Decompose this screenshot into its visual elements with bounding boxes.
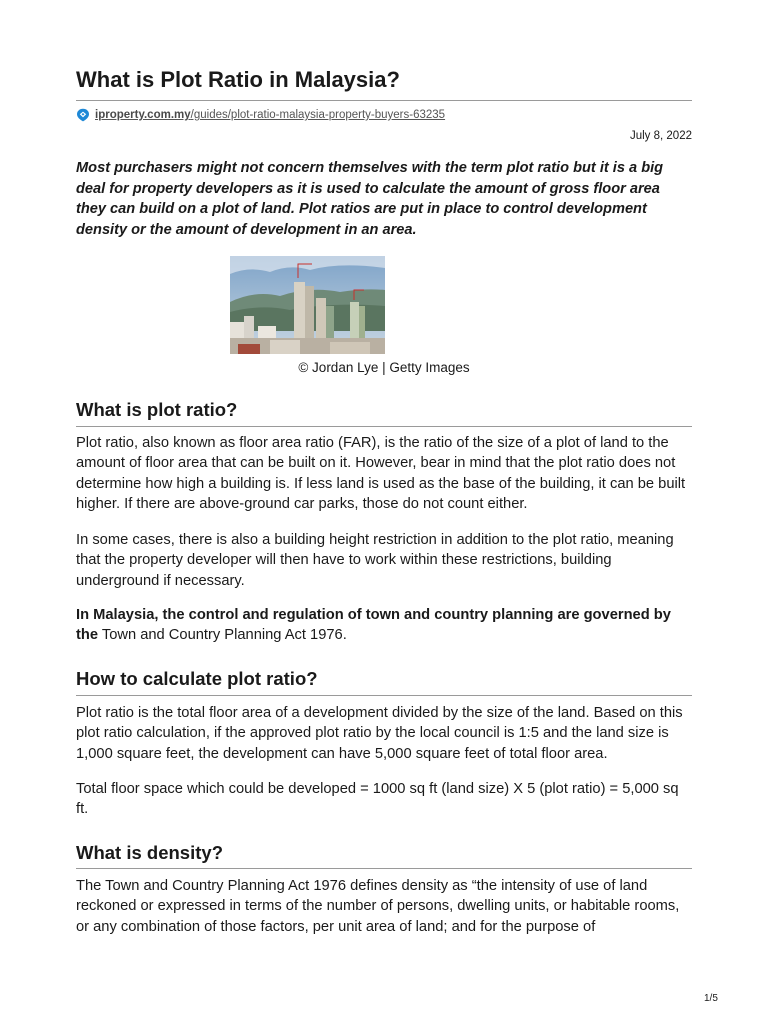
article-lead: Most purchasers might not concern themselves with the term plot ratio but it is a big deal for property developers as it is used to calculate the amount of gross floor area they can build on a plot of land. Plot ratios are put in place to control development density or the amount of development in an area. <box>76 160 664 239</box>
section-paragraph: Plot ratio, also known as floor area ratio (FAR), is the ratio of the size of a plot of land to the amount of floor area that can be built on it. However, bear in mind that the plot ratio does not determine how high a building is. If less land is used as the base of the building, it can be built higher. If there are above-ground car parks, those do not count either. <box>76 435 686 513</box>
section-heading-calculate: How to calculate plot ratio? <box>76 668 318 689</box>
formula-paragraph: Total floor space which could be developed = 1000 sq ft (land size) X 5 (plot ratio) = 5,000 sq ft. <box>76 781 679 818</box>
section-heading-density: What is density? <box>76 842 223 863</box>
photo-caption: © Jordan Lye | Getty Images <box>298 360 470 375</box>
iproperty-logo-icon <box>76 108 90 122</box>
source-url-link[interactable] <box>95 109 445 121</box>
article-photo <box>230 256 385 354</box>
section-divider <box>76 426 692 427</box>
source-domain: iproperty.com.my <box>95 109 191 121</box>
section-paragraph: In some cases, there is also a building height restriction in addition to the plot ratio, meaning that the property developer will then have to work within these restrictions, building underground if necessary. <box>76 532 674 589</box>
section-paragraph: Plot ratio is the total floor area of a development divided by the size of the land. Based on this plot ratio calculation, if the approved plot ratio by the local council is 1:5 and the land size is 1,000 square feet, the development can have 5,000 square feet of total floor area. <box>76 705 683 762</box>
act-reference: Town and Country Planning Act 1976. <box>98 627 347 644</box>
source-path: /guides/plot-ratio-malaysia-property-buyers-63235 <box>190 109 446 121</box>
section-heading-plot-ratio: What is plot ratio? <box>76 399 238 420</box>
title-divider <box>76 100 692 101</box>
article-title: What is Plot Ratio in Malaysia? <box>76 67 400 92</box>
section-paragraph: The Town and Country Planning Act 1976 defines density as “the intensity of use of land reckoned or expressed in terms of the number of persons, dwelling units, or habitable rooms, or any combination of those factors, per unit area of land; and for the purpose of <box>76 878 680 935</box>
section-divider <box>76 868 692 869</box>
publish-date: July 8, 2022 <box>629 130 692 142</box>
section-divider <box>76 695 692 696</box>
section-paragraph-legal <box>76 605 692 646</box>
bold-statement: In Malaysia, the control and regulation of town and country planning are governed by the <box>76 607 671 644</box>
page-number: 1/5 <box>704 993 718 1004</box>
source-link-row <box>76 106 445 124</box>
